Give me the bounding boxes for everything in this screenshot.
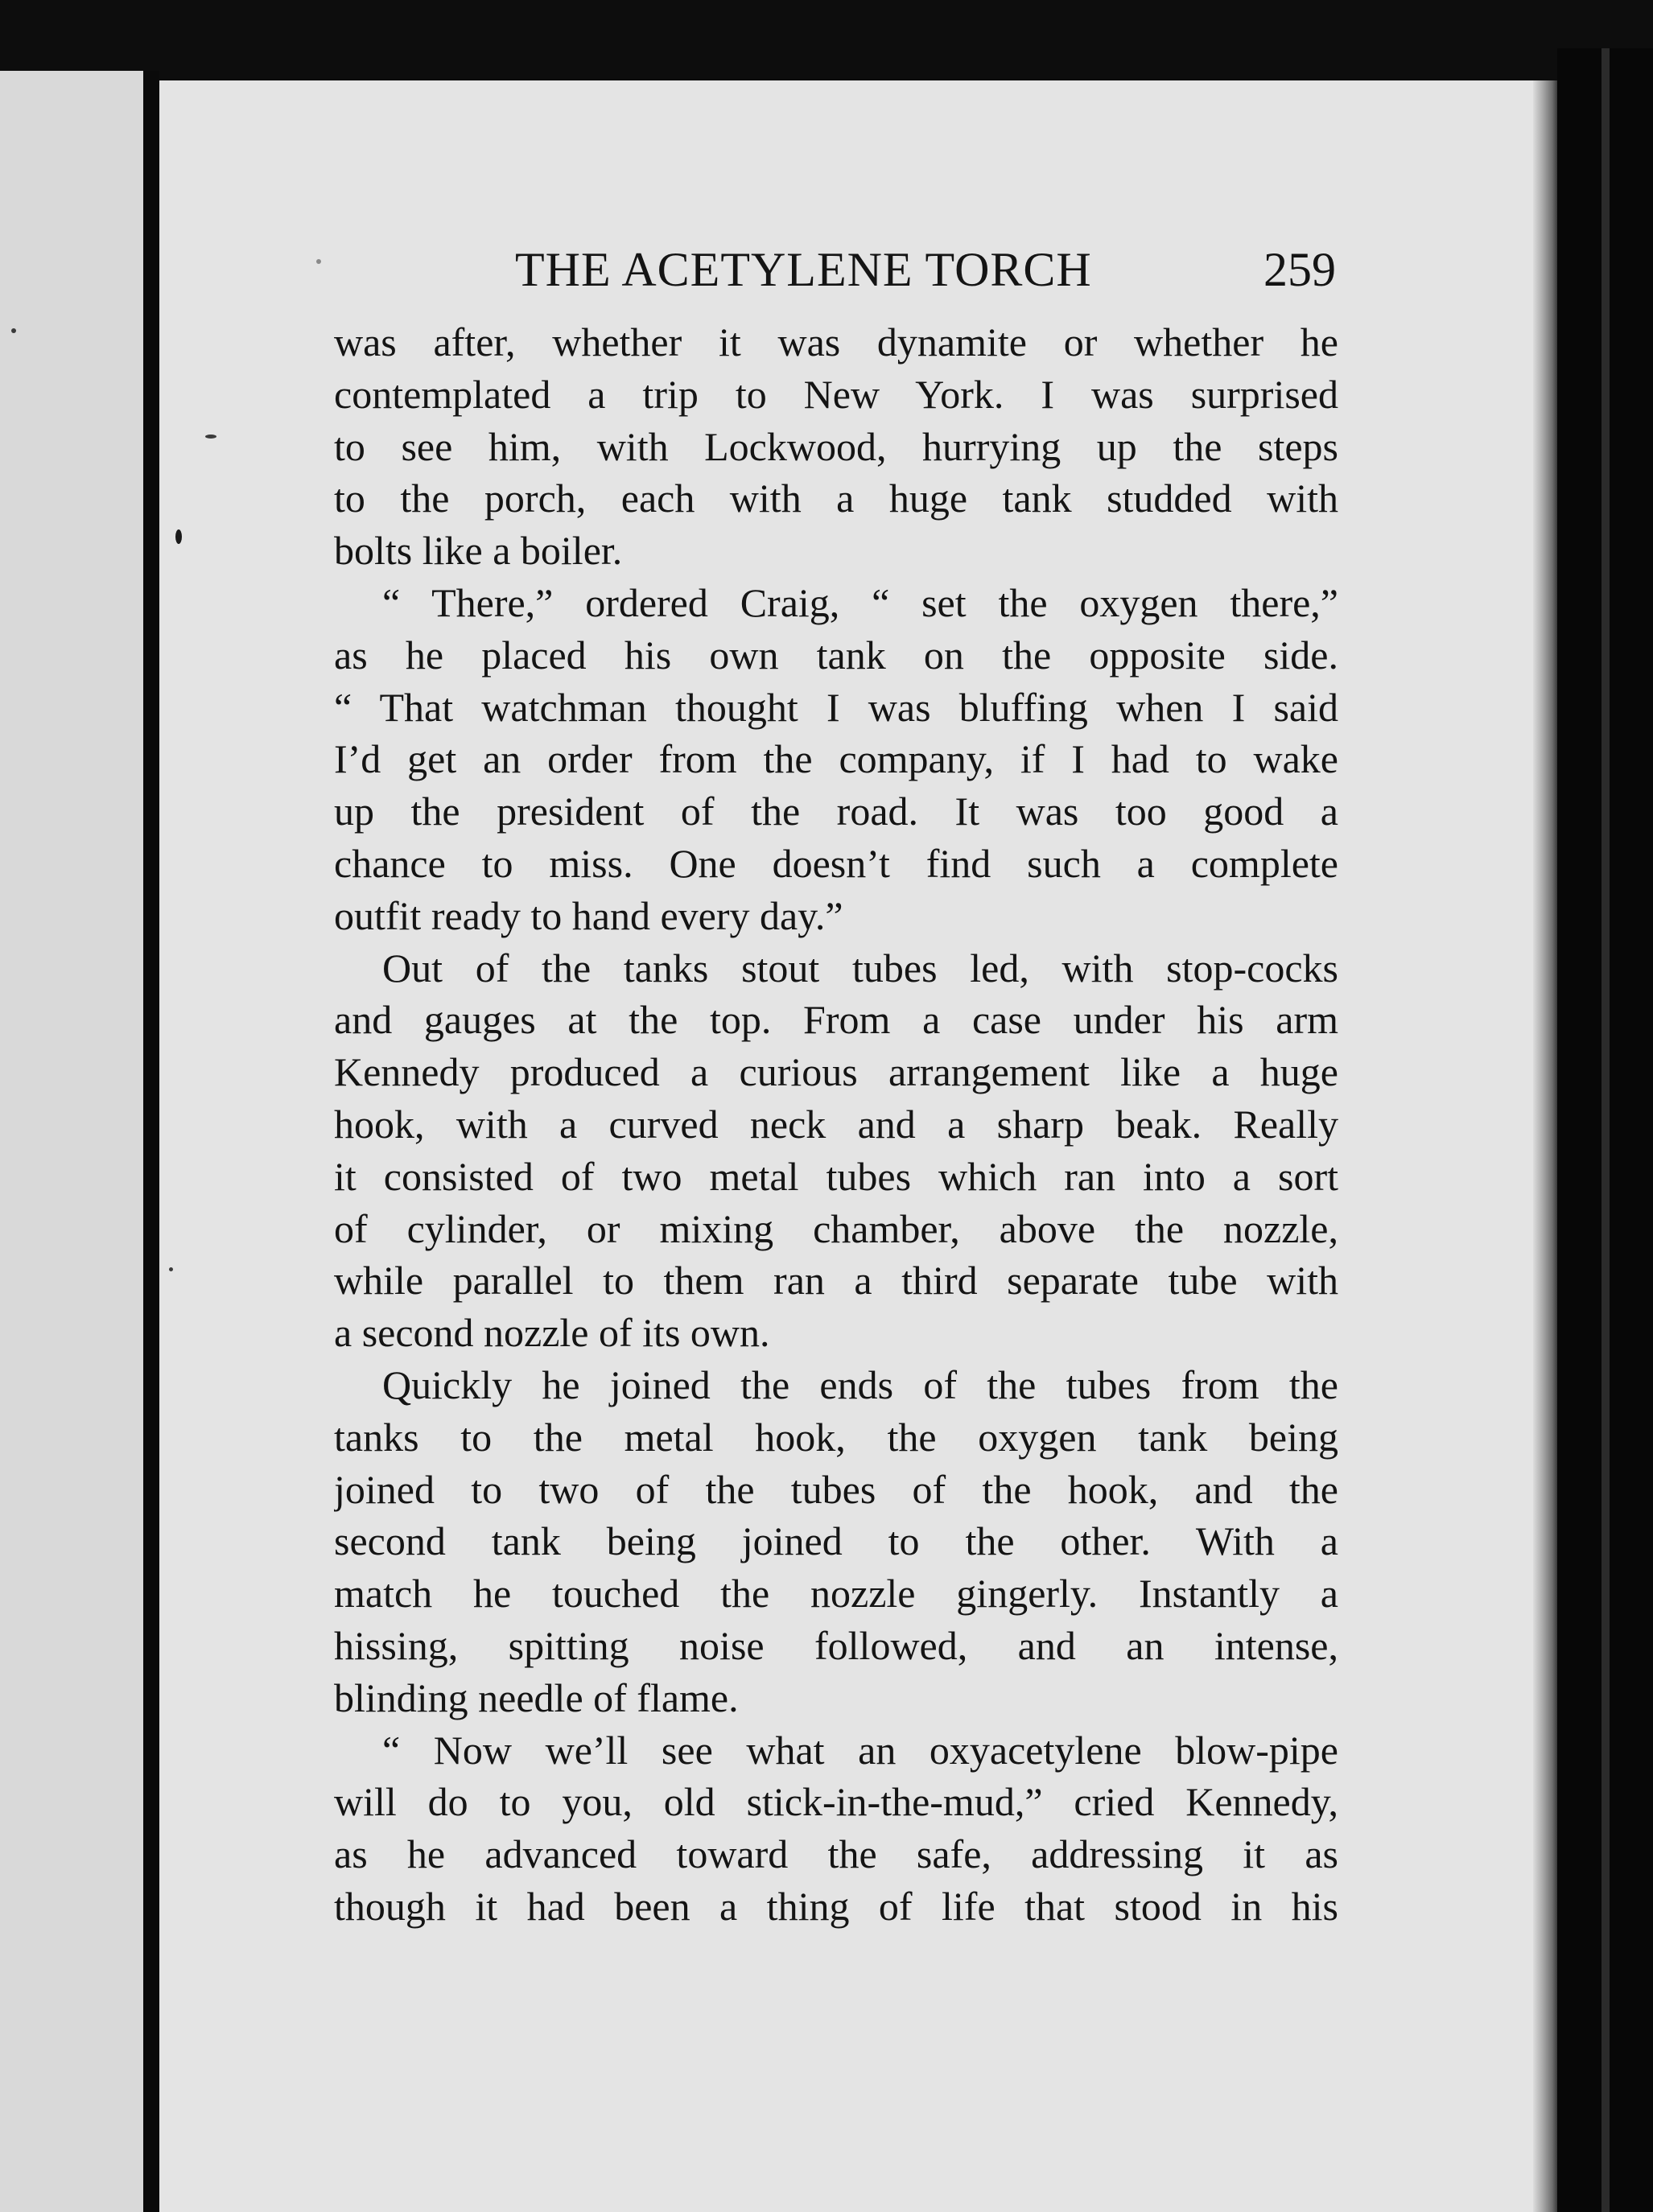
text-line: second tank being joined to the other. With a (334, 1518, 1338, 1564)
text-line: a second nozzle of its own. (334, 1310, 770, 1356)
facing-page-edge (0, 71, 145, 2212)
text-line: of cylinder, or mixing chamber, above the nozzle, (334, 1205, 1338, 1251)
scan-right-border (1601, 48, 1610, 2212)
text-line: hook, with a curved neck and a sharp beak. Really (334, 1101, 1338, 1147)
page-number: 259 (1263, 243, 1336, 296)
text-line: “ That watchman thought I was bluffing when I said (334, 684, 1338, 730)
text-line: was after, whether it was dynamite or whether he (334, 319, 1338, 365)
text-line: as he advanced toward the safe, addressing it as (334, 1831, 1338, 1877)
text-line: Kennedy produced a curious arrangement like a huge (334, 1049, 1338, 1095)
page-header (515, 237, 1336, 302)
text-line: and gauges at the top. From a case under his arm (334, 997, 1338, 1043)
text-line: “ There,” ordered Craig, “ set the oxygen there,” (382, 579, 1338, 625)
text-line: while parallel to them ran a third separate tube with (334, 1258, 1338, 1304)
text-line: contemplated a trip to New York. I was surprised (334, 371, 1338, 417)
text-line: joined to two of the tubes of the hook, and the (334, 1466, 1338, 1512)
text-line: as he placed his own tank on the opposite side. (334, 632, 1338, 678)
text-line: I’d get an order from the company, if I had to wake (334, 736, 1338, 782)
text-line: tanks to the metal hook, the oxygen tank being (334, 1414, 1338, 1460)
scan-top-edge (0, 0, 1653, 84)
scan-speck (175, 529, 182, 544)
text-line: outfit ready to hand every day.” (334, 892, 843, 938)
text-line: bolts like a boiler. (334, 528, 623, 574)
running-title: THE ACETYLENE TORCH (515, 243, 1092, 296)
scan-speck (169, 1267, 173, 1271)
text-line: to the porch, each with a huge tank studded with (334, 476, 1338, 521)
body-text (334, 316, 1338, 1933)
scan-speck (11, 328, 16, 333)
text-line: up the president of the road. It was too good a (334, 789, 1338, 834)
text-line: blinding needle of flame. (334, 1674, 739, 1720)
text-line: hissing, spitting noise followed, and an intense, (334, 1622, 1338, 1668)
page-fore-edge (1533, 80, 1557, 2212)
text-line: to see him, with Lockwood, hurrying up the steps (334, 423, 1338, 469)
text-line: Out of the tanks stout tubes led, with stop-cocks (382, 945, 1338, 991)
text-line: Quickly he joined the ends of the tubes from the (382, 1361, 1338, 1407)
text-line: “ Now we’ll see what an oxyacetylene blow-pipe (382, 1727, 1338, 1773)
scan-speck (316, 259, 321, 264)
text-line: match he touched the nozzle gingerly. Instantly a (334, 1571, 1338, 1617)
text-line: will do to you, old stick-in-the-mud,” cried Kennedy, (334, 1779, 1338, 1825)
scan-speck (205, 435, 216, 439)
book-gutter (143, 71, 159, 2212)
text-line: though it had been a thing of life that stood in his (334, 1883, 1338, 1929)
text-line: chance to miss. One doesn’t find such a complete (334, 840, 1338, 886)
text-line: it consisted of two metal tubes which ran into a sort (334, 1153, 1338, 1199)
